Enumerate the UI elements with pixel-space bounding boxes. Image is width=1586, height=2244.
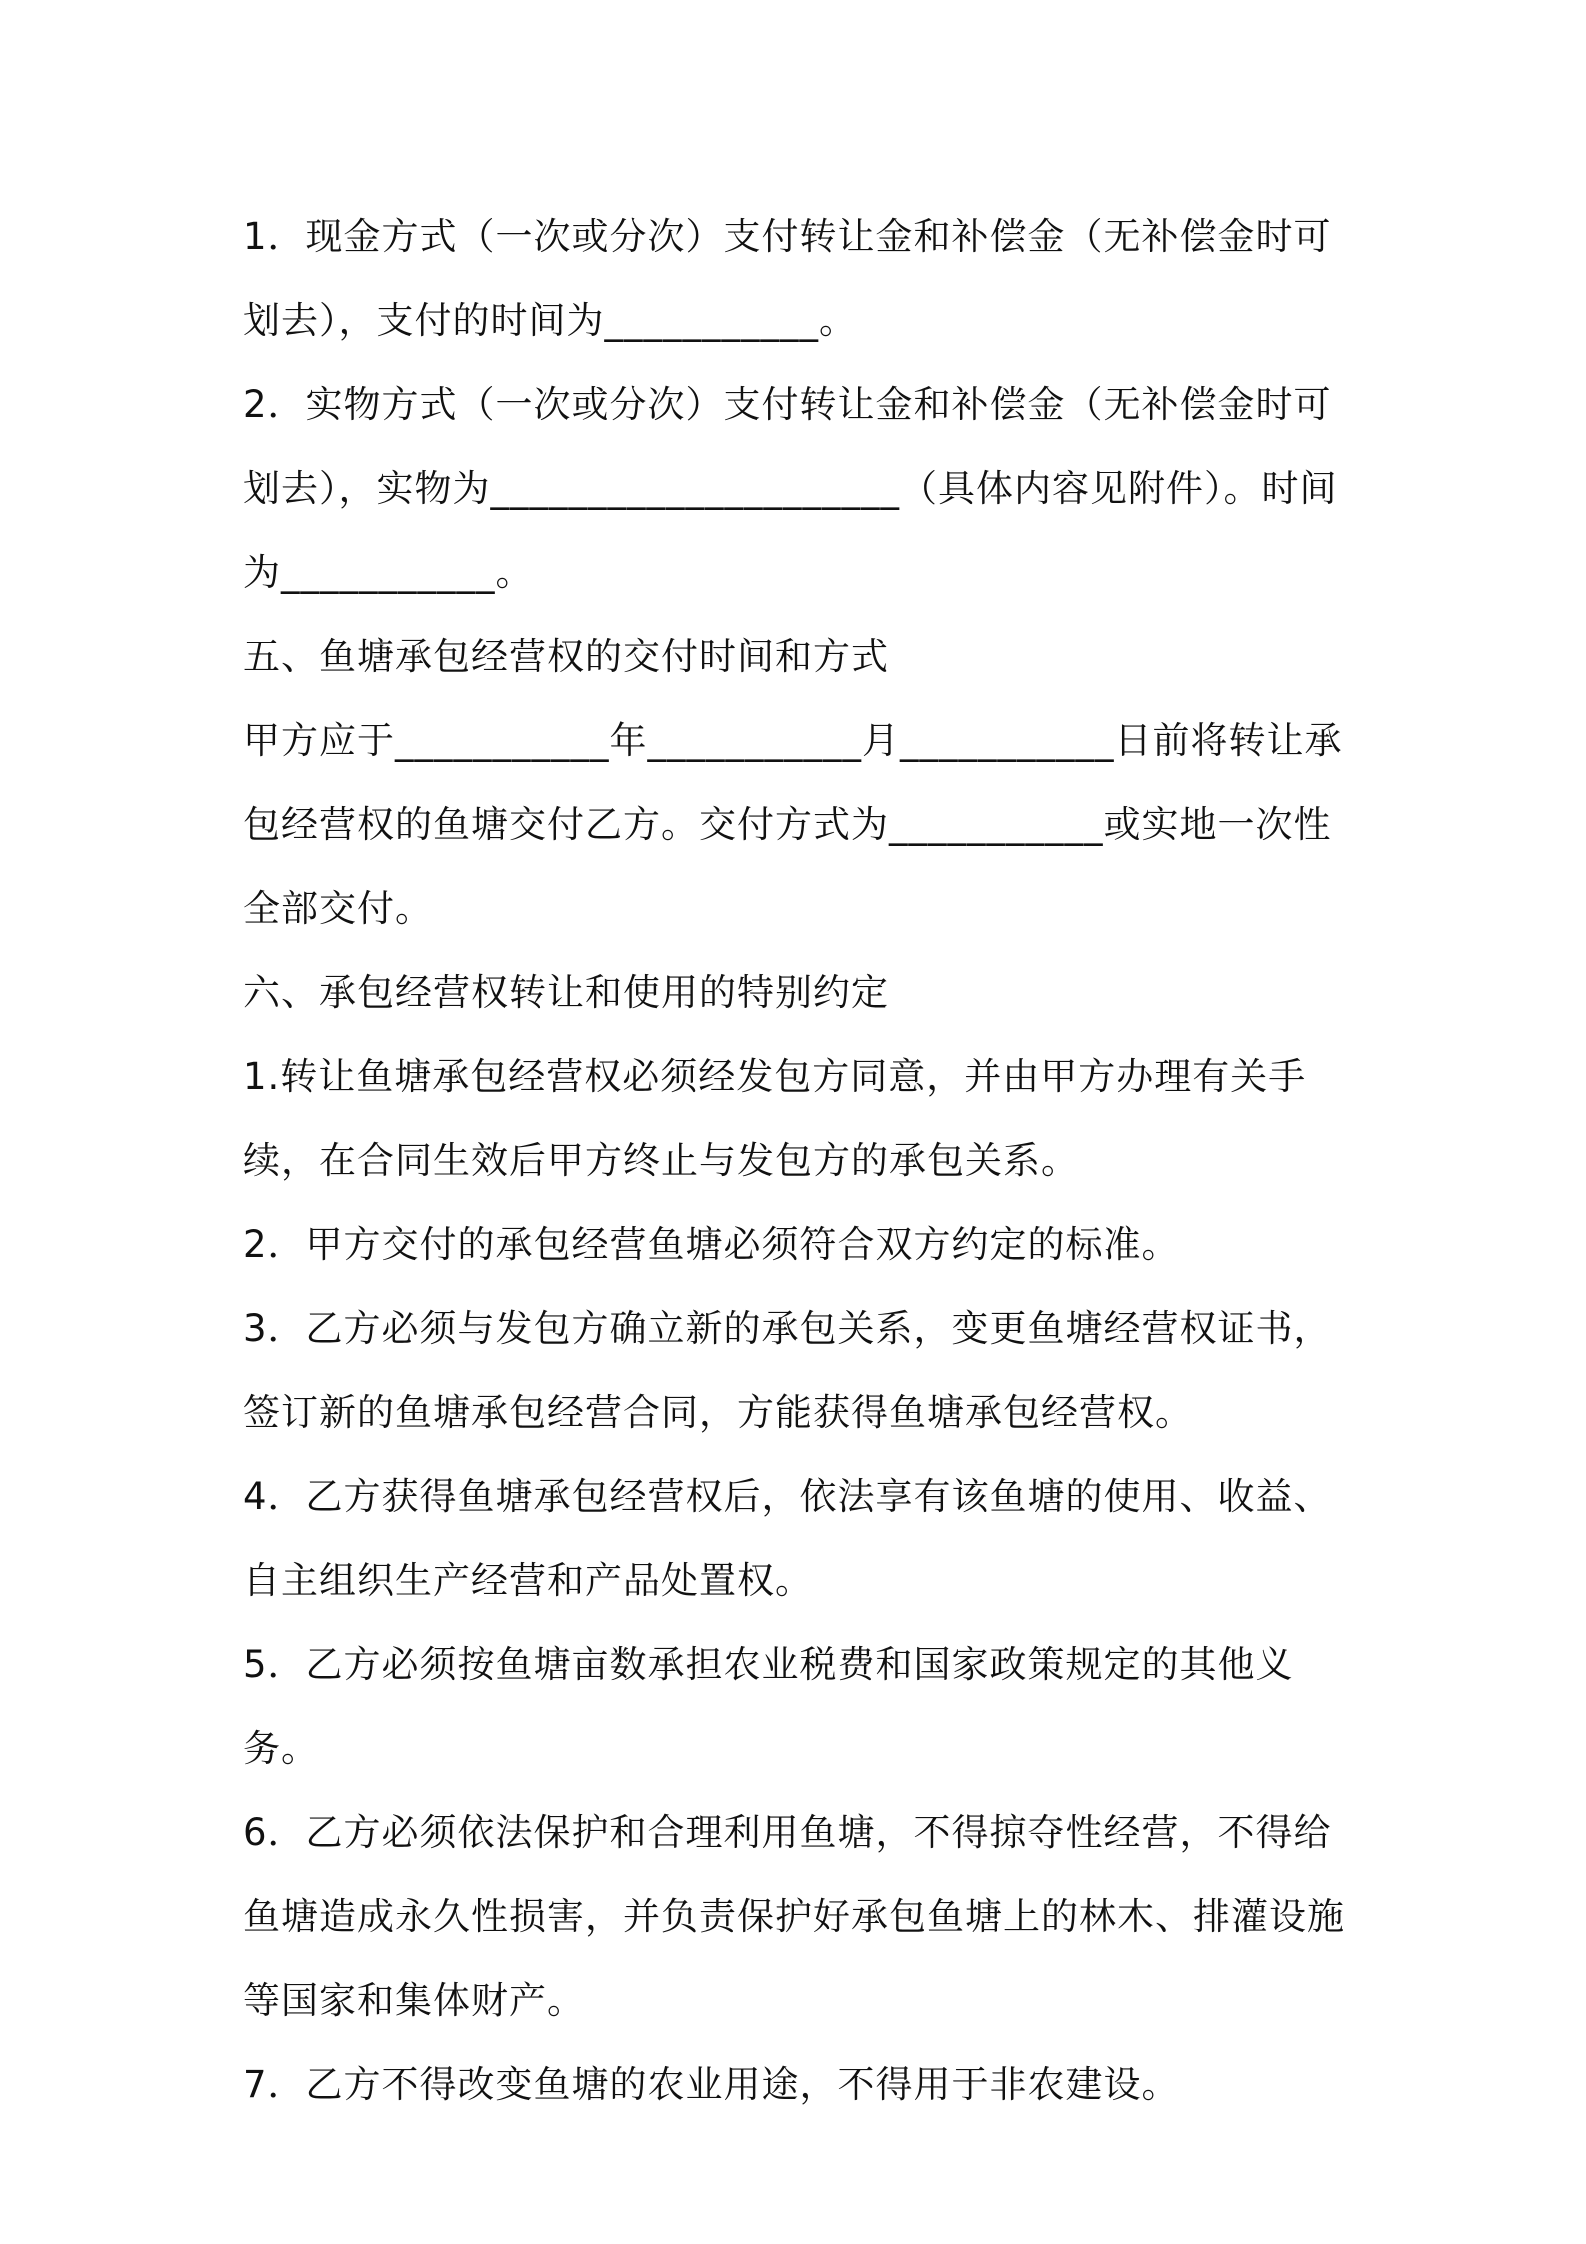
clause-delivery-time: 甲方应于___________年___________月___________日前将转让承包经营权的鱼塘交付乙方。交付方式为___________或实地一次性全部交付。 xyxy=(243,719,1343,930)
special-term-6: 6．乙方必须依法保护和合理利用鱼塘，不得掠夺性经营，不得给鱼塘造成永久性损害，并负责保护好承包鱼塘上的林木、排灌设施等国家和集体财产。 xyxy=(243,1811,1345,2022)
section-heading-delivery: 五、鱼塘承包经营权的交付时间和方式 xyxy=(243,635,889,678)
special-term-1: 1.转让鱼塘承包经营权必须经发包方同意，并由甲方办理有关手续，在合同生效后甲方终止与发包方的承包关系。 xyxy=(243,1055,1307,1182)
section-heading-special-terms: 六、承包经营权转让和使用的特别约定 xyxy=(243,971,889,1014)
special-term-5: 5．乙方必须按鱼塘亩数承担农业税费和国家政策规定的其他义务。 xyxy=(243,1643,1294,1770)
special-term-4: 4．乙方获得鱼塘承包经营权后，依法享有该鱼塘的使用、收益、自主组织生产经营和产品处置权。 xyxy=(243,1475,1332,1602)
document-body xyxy=(243,195,1363,2127)
special-term-3: 3．乙方必须与发包方确立新的承包关系，变更鱼塘经营权证书，签订新的鱼塘承包经营合同，方能获得鱼塘承包经营权。 xyxy=(243,1307,1332,1434)
clause-payment-in-kind: 2．实物方式（一次或分次）支付转让金和补偿金（无补偿金时可划去），实物为_____________________（具体内容见附件）。时间为___________。 xyxy=(243,383,1338,594)
special-term-7: 7．乙方不得改变鱼塘的农业用途，不得用于非农建设。 xyxy=(243,2063,1180,2106)
special-term-2: 2．甲方交付的承包经营鱼塘必须符合双方约定的标准。 xyxy=(243,1223,1180,1266)
clause-payment-cash: 1．现金方式（一次或分次）支付转让金和补偿金（无补偿金时可划去），支付的时间为___________。 xyxy=(243,215,1332,342)
